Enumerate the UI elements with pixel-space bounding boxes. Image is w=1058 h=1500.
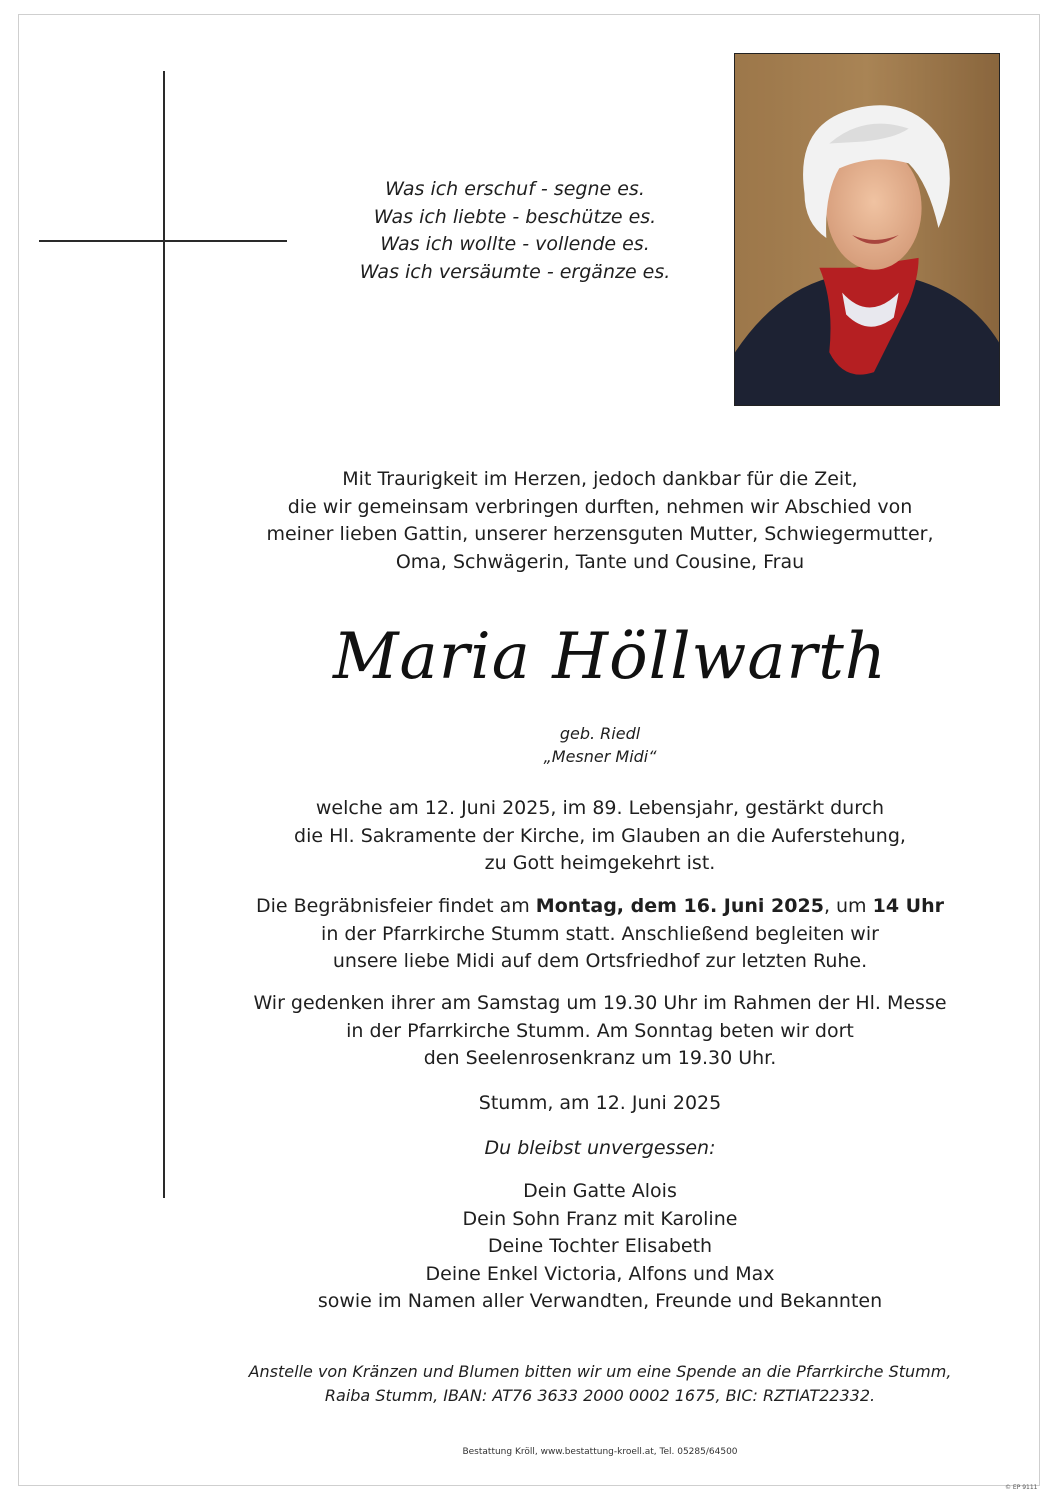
birth-name: geb. Riedl	[559, 724, 641, 743]
mass-line: den Seelenrosenkranz um 19.30 Uhr.	[423, 1047, 777, 1069]
memorial-verse	[300, 176, 730, 286]
mass-line: in der Pfarrkirche Stumm. Am Sonntag beten wir dort	[346, 1019, 854, 1042]
intro-text	[200, 466, 1000, 576]
death-notice-line: zu Gott heimgekehrt ist.	[484, 852, 716, 874]
verse-line: Was ich wollte - vollende es.	[380, 233, 650, 255]
death-notice-line: die Hl. Sakramente der Kirche, im Glauben an die Auferstehung,	[294, 824, 906, 847]
funeral-line: in der Pfarrkirche Stumm statt. Anschließend begleiten wir	[321, 922, 879, 945]
death-notice	[200, 795, 1000, 878]
funeral-time: 14 Uhr	[872, 895, 944, 917]
intro-line: meiner lieben Gattin, unserer herzensguten Mutter, Schwiegermutter,	[266, 523, 934, 545]
funeral-pre: Die Begräbnisfeier findet am	[256, 895, 536, 917]
intro-line: Mit Traurigkeit im Herzen, jedoch dankbar für die Zeit,	[342, 468, 858, 490]
funeral-line: unsere liebe Midi auf dem Ortsfriedhof zur letzten Ruhe.	[332, 950, 868, 972]
family-member: Dein Sohn Franz mit Karoline	[462, 1207, 738, 1230]
funeral-line	[200, 893, 1000, 921]
funeral-details	[200, 893, 1000, 976]
memorial-mass	[200, 990, 1000, 1073]
cross-horizontal-bar	[39, 240, 287, 242]
place-date: Stumm, am 12. Juni 2025	[478, 1092, 722, 1114]
mass-line: Wir gedenken ihrer am Samstag um 19.30 Uhr im Rahmen der Hl. Messe	[253, 992, 947, 1014]
family-member: Dein Gatte Alois	[523, 1180, 677, 1202]
nickname: „Mesner Midi“	[543, 747, 657, 766]
portrait-photo	[734, 53, 1000, 406]
unforgotten-heading: Du bleibst unvergessen:	[484, 1137, 716, 1159]
family-member: Deine Tochter Elisabeth	[487, 1235, 713, 1257]
verse-line: Was ich versäumte - ergänze es.	[359, 260, 671, 283]
funeral-home-footer: Bestattung Kröll, www.bestattung-kroell.at, Tel. 05285/64500	[462, 1447, 738, 1457]
intro-line: die wir gemeinsam verbringen durften, nehmen wir Abschied von	[287, 495, 913, 518]
birth-name-block	[500, 722, 700, 768]
family-member: sowie im Namen aller Verwandten, Freunde und Bekannten	[317, 1290, 883, 1312]
family-list	[200, 1178, 1000, 1316]
family-member: Deine Enkel Victoria, Alfons und Max	[425, 1262, 775, 1285]
donation-note	[200, 1360, 1000, 1408]
verse-line: Was ich liebte - beschütze es.	[373, 205, 657, 228]
deceased-name: Maria Höllwarth	[333, 620, 887, 694]
verse-line: Was ich erschuf - segne es.	[385, 178, 645, 200]
funeral-date: Montag, dem 16. Juni 2025	[535, 895, 824, 917]
death-notice-line: welche am 12. Juni 2025, im 89. Lebensjahr, gestärkt durch	[315, 797, 885, 819]
donation-line: Anstelle von Kränzen und Blumen bitten wir um eine Spende an die Pfarrkirche Stumm,	[248, 1362, 952, 1381]
funeral-mid: , um	[823, 895, 873, 917]
print-code: © EP 9111	[1005, 1484, 1038, 1491]
intro-line: Oma, Schwägerin, Tante und Cousine, Frau	[395, 550, 805, 573]
donation-line: Raiba Stumm, IBAN: AT76 3633 2000 0002 1675, BIC: RZTIAT22332.	[324, 1386, 876, 1405]
